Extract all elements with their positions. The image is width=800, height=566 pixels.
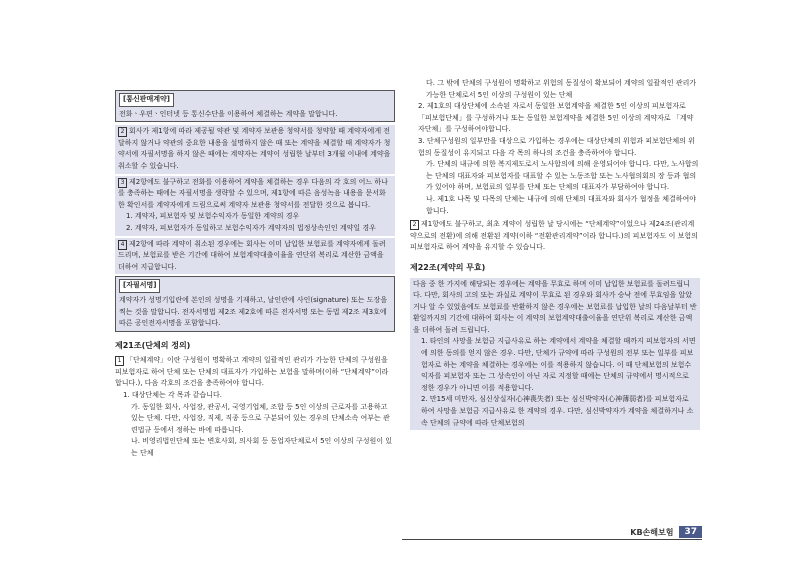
- box-text: 계약자가 성명기입란에 본인의 성명을 기재하고, 날인란에 사인(signature) 또는 도장을 찍는 것을 말합니다. 전자서명법 제2조 제2호에 따른 전자서명 또는 동법 제2조 제3호에 따른 공인전자서명을 포함합니다.: [119, 295, 388, 328]
- right-column: [410, 78, 700, 432]
- article-22-body: [410, 278, 700, 431]
- paragraph-2: [115, 125, 395, 173]
- paragraph-number: 3: [118, 178, 127, 188]
- paragraph-number: 2: [410, 220, 419, 230]
- paragraph-text: 제2항에 따라 계약이 취소된 경우에는 회사는 이미 납입한 보험료를 계약자에게 돌려 드리며, 보험료를 받은 기간에 대하여 보험계약대출이율을 연단위 복리로 계산한 금액을 더하여 지급합니다.: [118, 239, 386, 271]
- list-item: 가. 동일한 회사, 사업장, 관공서, 국영기업체, 조합 등 5인 이상의 근로자를 고용하고 있는 단체. 다만, 사업장, 직제, 직종 등으로 구분되어 있는 경우의 단체소속 여부는 관련법규 등에서 정하는 바에 따릅니다.: [131, 402, 390, 434]
- paragraph-text: 다음 중 한 가지에 해당되는 경우에는 계약을 무효로 하며 이미 납입한 보험료를 돌려드립니다. 다만, 회사의 고의 또는 과실로 계약이 무효로 된 경우와 회사가 승낙 전에 무효임을 알았거나 알 수 있었음에도 보험료를 반환하지 않은 경우에는 보험료를 납입한 날의 다음날부터 반환일까지의 기간에 대하여 회사는 이 계약의 보험계약대출이율을 연단위 복리로 계산한 금액을 더하여 돌려 드립니다.: [413, 279, 697, 334]
- paragraph-text: 회사가 제1항에 따라 제공될 약관 및 계약자 보관용 청약서를 청약할 때 계약자에게 전달하지 않거나 약관의 중요한 내용을 설명하지 않은 때 또는 계약을 체결할 때 계약자가 청약서에 자필서명을 하지 않은 때에는 계약자는 계약이 성립한 날부터 3개월 이내에 계약을 취소할 수 있습니다.: [118, 127, 391, 170]
- paragraph-number: 4: [118, 240, 127, 250]
- brand-name: KB손해보험: [630, 527, 674, 537]
- article-22-heading: 제22조(계약의 무효): [410, 262, 486, 272]
- list-item: 1. 계약자, 피보험자 및 보험수익자가 동일한 계약의 경우: [126, 212, 300, 221]
- list-item: 1. 대상단체는 각 목과 같습니다.: [123, 391, 222, 400]
- paragraph-4: [115, 238, 395, 275]
- list-item: 2. 계약자, 피보험자가 동일하고 보험수익자가 계약자의 법정상속인인 계약일 경우: [126, 223, 376, 232]
- article-21-body: [115, 355, 395, 459]
- paragraph-3: [115, 176, 395, 236]
- list-item: 1. 타인의 사망을 보험금 지급사유로 하는 계약에서 계약을 체결할 때까지 피보험자의 서면에 의한 동의를 얻지 않은 경우. 다만, 단체가 규약에 따라 구성원의 전부 또는 일부를 피보험자로 하는 계약을 체결하는 경우에는 이를 적용하지 않습니다. 이 때 단체보험의 보험수익자를 피보험자 또는 그 상속인이 아닌 자로 지정할 때에는 단체의 규약에서 명시적으로 정한 경우가 아니면 이를 적용합니다.: [421, 337, 696, 392]
- list-item: 다. 그 밖에 단체의 구성원이 명확하고 위험의 동질성이 확보되어 계약의 일괄적인 관리가 가능한 단체로서 5인 이상의 구성원이 있는 단체: [426, 79, 697, 99]
- page-number: 37: [679, 526, 702, 538]
- paragraph-number: 2: [118, 127, 127, 137]
- list-item: 나. 비영리법인단체 또는 변호사회, 의사회 등 동업자단체로서 5인 이상의 구성원이 있는 단체: [131, 437, 393, 458]
- paragraph-text: 제1항에도 불구하고, 최초 계약이 성립한 날 당시에는 “단체계약”이었으나 제24조(관리계약으로의 전환)에 의해 전환된 계약(이하 “전환관리계약”이라 합니다.)의 피보험자도 이 보험의 피보험자로 하여 계약을 유지할 수 있습니다.: [410, 220, 698, 252]
- telemarketing-definition-box: [115, 90, 395, 122]
- paragraph-number: 1: [115, 356, 124, 366]
- article-21-heading: 제21조(단체의 정의): [115, 340, 191, 350]
- list-item: 2. 제1호의 대상단체에 소속된 자로서 동일한 보험계약을 체결한 5인 이상의 피보험자로 「피보험단체」를 구성하거나 또는 동일한 보험계약을 체결한 5인 이상의 계약자로 「계약자단체」를 구성하여야합니다.: [418, 102, 694, 134]
- list-item: 3. 단체구성원의 일부만을 대상으로 가입하는 경우에는 대상단체의 위험과 피보험단체의 위험의 동질성이 유지되고 다음 각 목의 하나의 조건을 충족하여야 합니다.: [418, 136, 695, 157]
- paragraph-text: 「단체계약」이란 구성원이 명확하고 계약의 일괄적인 관리가 가능한 단체의 구성원을 피보험자로 하여 단체 또는 단체의 대표자가 가입하는 보험을 말하며(이하 “단체계약”이라 합니다.), 다음 각호의 조건을 충족하여야 합니다.: [115, 356, 389, 388]
- list-item: 2. 만15세 미만자, 심신상실자(心神喪失者) 또는 심신박약자(心神薄弱者)를 피보험자로 하여 사망을 보험금 지급사유로 한 계약의 경우. 다만, 심신박약자가 계약을 체결하거나 소속 단체의 규약에 따라 단체보험의: [421, 395, 694, 427]
- box-title: [자필서명]: [119, 279, 160, 293]
- paragraph-text: 제2항에도 불구하고 전화를 이용하여 계약을 체결하는 경우 다음의 각 호의 어느 하나를 충족하는 때에는 자필서명을 생략할 수 있으며, 제1항에 따른 음성녹음 내용을 문서화한 확인서를 계약자에게 드림으로써 계약자 보관용 청약서를 전달한 것으로 봅니다.: [118, 177, 388, 209]
- page-footer: [630, 524, 702, 540]
- signature-definition-box: [115, 276, 395, 331]
- list-item: 나. 제1호 나목 및 다목의 단체는 내규에 의해 단체의 대표자와 회사가 협정을 체결하여야 합니다.: [426, 194, 697, 215]
- left-column: [115, 90, 395, 460]
- box-title: [통신판매계약]: [119, 93, 174, 107]
- list-item: 가. 단체의 내규에 의한 복지제도로서 노사합의에 의해 운영되어야 합니다. 다만, 노사합의는 단체의 대표자와 피보험자를 대표할 수 있는 노동조합 또는 노사협의회의 장 등과 협의가 있어야 하며, 보험료의 일부를 단체 또는 단체의 대표자가 부담하여야 합니다.: [426, 160, 699, 192]
- box-text: 전화ㆍ우편ㆍ인터넷 등 통신수단을 이용하여 체결하는 계약을 말합니다.: [119, 109, 338, 118]
- paragraph-2-right: [410, 219, 700, 254]
